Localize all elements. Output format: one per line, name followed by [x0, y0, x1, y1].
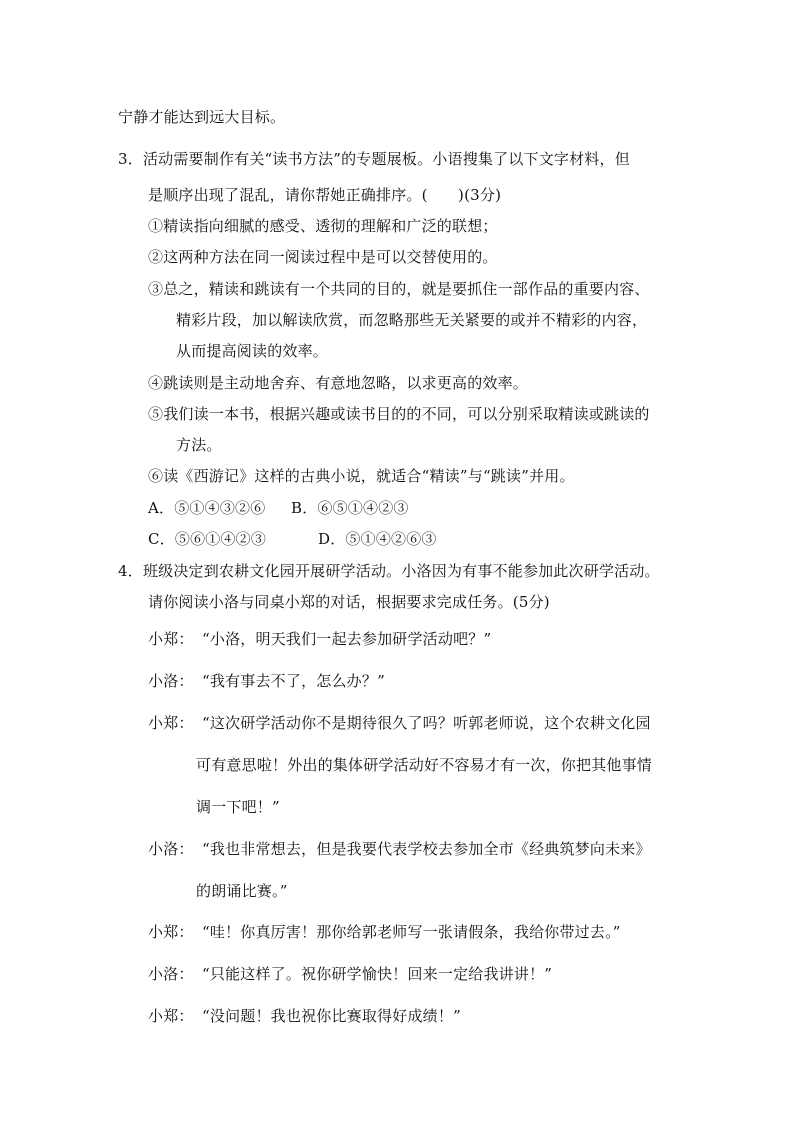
- q3-option-B[interactable]: B．⑥⑤①④②③: [291, 499, 409, 517]
- q3-option-A[interactable]: A．⑤①④③②⑥: [148, 499, 266, 517]
- dialogue-line-3-cont1: 可有意思啦！外出的集体研学活动好不容易才有一次，你把其他事情: [196, 756, 653, 774]
- speaker-label: 小洛：: [148, 672, 194, 690]
- speaker-label: 小郑：: [148, 714, 194, 732]
- question-4-stem-line2: 请你阅读小洛与同桌小郑的对话，根据要求完成任务。(5分): [148, 593, 550, 611]
- speaker-label: 小洛：: [148, 965, 194, 983]
- dialogue-line-4-cont1: 的朗诵比赛。”: [196, 882, 288, 900]
- q3-item-2: ②这两种方法在同一阅读过程中是可以交替使用的。: [148, 248, 498, 266]
- dialogue-text: “我有事去不了，怎么办？”: [202, 672, 385, 690]
- q3-item-5-line1: ⑤我们读一本书，根据兴趣或读书目的的不同，可以分别采取精读或跳读的: [148, 405, 650, 423]
- speaker-label: 小洛：: [148, 840, 194, 858]
- dialogue-text: “只能这样了。祝你研学愉快！回来一定给我讲讲！”: [202, 965, 553, 983]
- q3-item-3-line1: ③总之，精读和跳读有一个共同的目的，就是要抓住一部作品的重要内容、: [148, 280, 650, 298]
- speaker-label: 小郑：: [148, 630, 194, 648]
- q3-item-3-line3: 从而提高阅读的效率。: [176, 342, 329, 360]
- dialogue-line-7: [148, 1005, 461, 1027]
- dialogue-line-1: [148, 628, 491, 650]
- dialogue-line-5: [148, 921, 621, 943]
- q3-item-3-line2: 精彩片段，加以解读欣赏，而忽略那些无关紧要的或并不精彩的内容，: [176, 311, 648, 329]
- q3-item-6: ⑥读《西游记》这样的古典小说，就适合“精读”与“跳读”并用。: [148, 467, 575, 485]
- dialogue-line-6: [148, 963, 552, 985]
- dialogue-text: “没问题！我也祝你比赛取得好成绩！”: [202, 1007, 461, 1025]
- question-3-stem-line2: 是顺序出现了混乱，请你帮她正确排序。( )(3分): [148, 186, 502, 204]
- dialogue-text: “哇！你真厉害！那你给郭老师写一张请假条，我给你带过去。”: [202, 923, 621, 941]
- q3-option-D[interactable]: D．⑤①④②⑥③: [318, 530, 437, 548]
- dialogue-line-3-cont2: 调一下吧！”: [196, 798, 280, 816]
- question-3-stem-line1: 3．活动需要制作有关“读书方法”的专题展板。小语搜集了以下文字材料，但: [118, 150, 630, 168]
- q3-option-C[interactable]: C．⑤⑥①④②③: [148, 530, 267, 548]
- speaker-label: 小郑：: [148, 1007, 194, 1025]
- speaker-label: 小郑：: [148, 923, 194, 941]
- q3-item-4: ④跳读则是主动地舍弃、有意地忽略，以求更高的效率。: [148, 374, 529, 392]
- dialogue-text: “我也非常想去，但是我要代表学校去参加全市《经典筑梦向未来》: [202, 840, 651, 858]
- dialogue-line-3: [148, 712, 651, 734]
- dialogue-text: “这次研学活动你不是期待很久了吗？听郭老师说，这个农耕文化园: [202, 714, 651, 732]
- dialogue-line-2: [148, 670, 385, 692]
- q3-item-5-line2: 方法。: [176, 436, 222, 454]
- continuation-line: 宁静才能达到远大目标。: [118, 108, 286, 126]
- question-4-number: 4．: [118, 562, 143, 580]
- dialogue-text: “小洛，明天我们一起去参加研学活动吧？”: [202, 630, 492, 648]
- q3-item-1: ①精读指向细腻的感受、透彻的理解和广泛的联想；: [148, 217, 498, 235]
- dialogue-line-4: [148, 838, 651, 860]
- question-4-stem-line1: 4．班级决定到农耕文化园开展研学活动。小洛因为有事不能参加此次研学活动。: [118, 562, 660, 580]
- question-3-number: 3．: [118, 150, 143, 168]
